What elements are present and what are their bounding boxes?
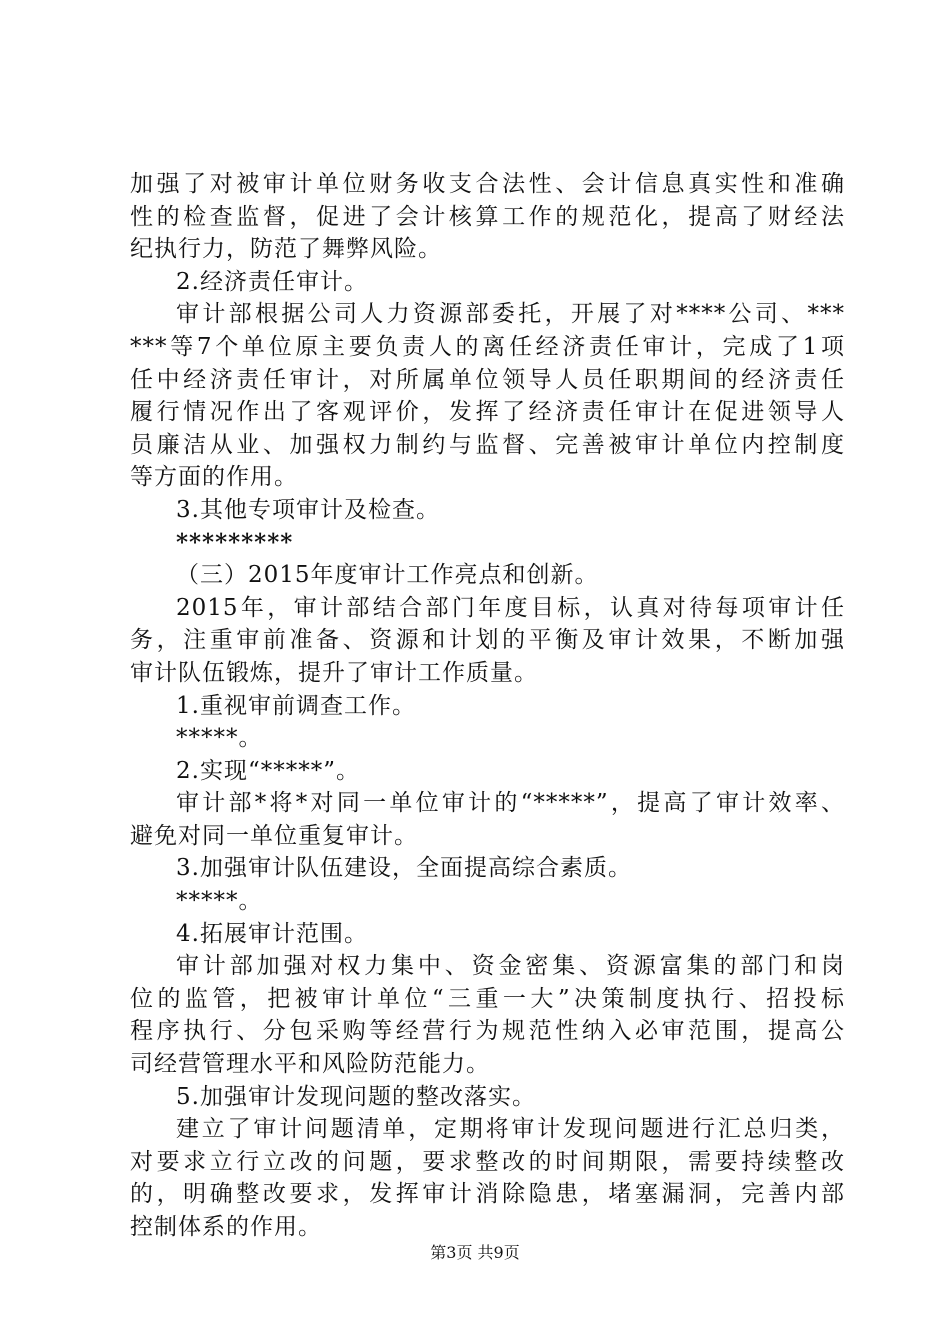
section-heading: 2.经济责任审计。 [176, 268, 368, 295]
paragraph-line: 建立了审计问题清单，定期将审计发现问题进行汇总归类， [176, 1116, 845, 1143]
placeholder-text: ********* [176, 528, 294, 556]
section-heading: 1.重视审前调查工作。 [176, 692, 416, 719]
paragraph-line: 审计部加强对权力集中、资金密集、资源富集的部门和岗 [176, 953, 845, 980]
page-number-label: 第3页 共9页 [430, 1243, 520, 1262]
placeholder-text: *****。 [176, 888, 263, 915]
section-heading: 4.拓展审计范围。 [176, 920, 368, 947]
paragraph-line: 司经营管理水平和风险防范能力。 [130, 1051, 490, 1078]
paragraph-line: 履行情况作出了客观评价，发挥了经济责任审计在促进领导人 [130, 399, 845, 426]
section-heading: 5.加强审计发现问题的整改落实。 [176, 1083, 536, 1110]
placeholder-text: *****。 [176, 725, 263, 752]
paragraph-line: 加强了对被审计单位财务收支合法性、会计信息真实性和准确 [130, 171, 845, 197]
page-footer [0, 1240, 950, 1263]
paragraph-line: 程序执行、分包采购等经营行为规范性纳入必审范围，提高公 [130, 1018, 845, 1045]
paragraph-line: 2015年，审计部结合部门年度目标，认真对待每项审计任 [176, 594, 845, 621]
paragraph-line: 任中经济责任审计，对所属单位领导人员任职期间的经济责任 [130, 366, 845, 393]
paragraph-line: 审计部根据公司人力资源部委托，开展了对****公司、*** [176, 301, 845, 328]
paragraph-line: ***等7个单位原主要负责人的离任经济责任审计，完成了1项 [130, 333, 845, 360]
paragraph-line: 员廉洁从业、加强权力制约与监督、完善被审计单位内控制度 [130, 431, 845, 458]
section-heading: 2.实现“*****”。 [176, 757, 360, 784]
paragraph-line: 性的检查监督，促进了会计核算工作的规范化，提高了财经法 [130, 203, 845, 230]
paragraph-line: 审计部*将*对同一单位审计的“*****”，提高了审计效率、 [176, 790, 845, 817]
paragraph-line: 控制体系的作用。 [130, 1214, 322, 1240]
section-heading: （三）2015年度审计工作亮点和创新。 [176, 562, 599, 589]
paragraph-line: 纪执行力，防范了舞弊风险。 [130, 236, 442, 263]
section-heading: 3.加强审计队伍建设，全面提高综合素质。 [176, 855, 632, 882]
paragraph-line: 避免对同一单位重复审计。 [130, 822, 418, 849]
paragraph-line: 等方面的作用。 [130, 464, 298, 491]
paragraph-line: 务，注重审前准备、资源和计划的平衡及审计效果，不断加强 [130, 627, 845, 654]
paragraph-line: 的，明确整改要求，发挥审计消除隐患，堵塞漏洞，完善内部 [130, 1181, 845, 1208]
paragraph-line: 审计队伍锻炼，提升了审计工作质量。 [130, 659, 538, 686]
document-body [130, 168, 845, 1244]
paragraph-line: 对要求立行立改的问题，要求整改的时间期限，需要持续整改 [130, 1148, 845, 1175]
paragraph-line: 位的监管，把被审计单位“三重一大”决策制度执行、招投标 [130, 985, 845, 1012]
section-heading: 3.其他专项审计及检查。 [176, 496, 440, 523]
